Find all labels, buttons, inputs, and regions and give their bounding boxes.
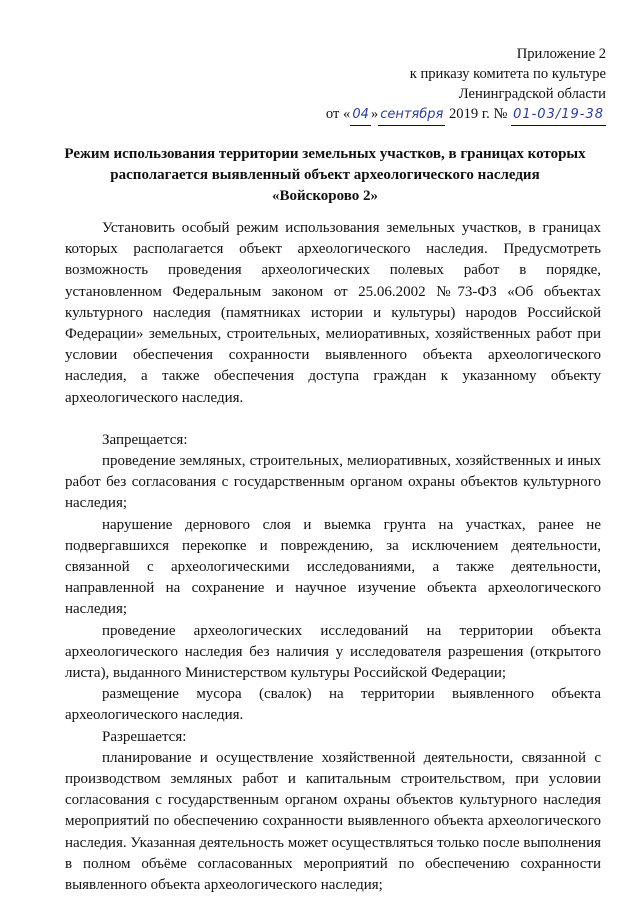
title-line-2: располагается выявленный объект археологического наследия xyxy=(110,167,540,183)
appendix-label: Приложение 2 xyxy=(516,46,606,62)
appendix-header xyxy=(306,44,606,126)
title-line-3: «Войскорово 2» xyxy=(272,188,378,204)
prohibited-heading: Запрещается: xyxy=(102,431,188,448)
date-mid: » xyxy=(370,106,379,122)
title-line-1: Режим использования территории земельных участков, в границах которых xyxy=(64,146,586,162)
date-day: 04 xyxy=(350,105,371,126)
date-month: сентября xyxy=(378,105,445,126)
document-title xyxy=(60,144,590,207)
order-reference: к приказу комитета по культуре xyxy=(409,66,606,82)
document-body xyxy=(65,218,601,896)
region-name: Ленинградской области xyxy=(458,86,606,102)
prohibited-item: нарушение дернового слоя и выемка грунта на участках, ранее не подвергавшихся перекопке и повреждению, за исключением деятельности, связанной с археологическими исследованиями, а также деятельности, направленной на сохранение и научное изучение объекта археологического наследия; xyxy=(65,516,601,618)
date-year: 2019 г. № xyxy=(449,106,508,122)
allowed-heading: Разрешается: xyxy=(102,728,187,745)
allowed-item: планирование и осуществление хозяйственной деятельности, связанной с производством земляных работ и капитальным строительством, при условии согласования с государственным органом охраны объектов культурного наследия мероприятий по обеспечению сохранности выявленного объекта археологического наследия. Указанная деятельность может осуществляться только после выполнения в полном объёме согласованных мероприятий по обеспечению сохранности выявленного объекта археологического наследия; xyxy=(65,749,601,894)
order-number: 01-03/19-38 xyxy=(511,105,606,126)
prohibited-item: проведение археологических исследований на территории объекта археологического наследия без наличия у исследователя разрешения (открытого листа), выданного Министерством культуры Российской Федерации; xyxy=(65,622,601,682)
prohibited-item: размещение мусора (свалок) на территории выявленного объекта археологического наследия. xyxy=(65,686,601,724)
order-date-line xyxy=(306,104,606,126)
spacer xyxy=(65,409,601,430)
prohibited-item: проведение земляных, строительных, мелиоративных, хозяйственных и иных работ без согласования с государственным органом охраны объектов культурного наследия; xyxy=(65,453,601,512)
date-prefix: от « xyxy=(325,106,351,122)
intro-paragraph: Установить особый режим использования земельных участков, в границах которых располагается объект археологического наследия. Предусмотреть возможность проведения археологических полевых работ в порядке, установленном Федеральным законом от 25.06.2002 №73-ФЗ «Об объектах культурного наследия (памятниках истории и культуры) народов Российской Федерации» земельных, строительных, мелиоративных, хозяйственных работ при условии обеспечения сохранности выявленного объекта археологического наследия, а также обеспечения доступа граждан к указанному объекту археологического наследия. xyxy=(65,220,601,406)
